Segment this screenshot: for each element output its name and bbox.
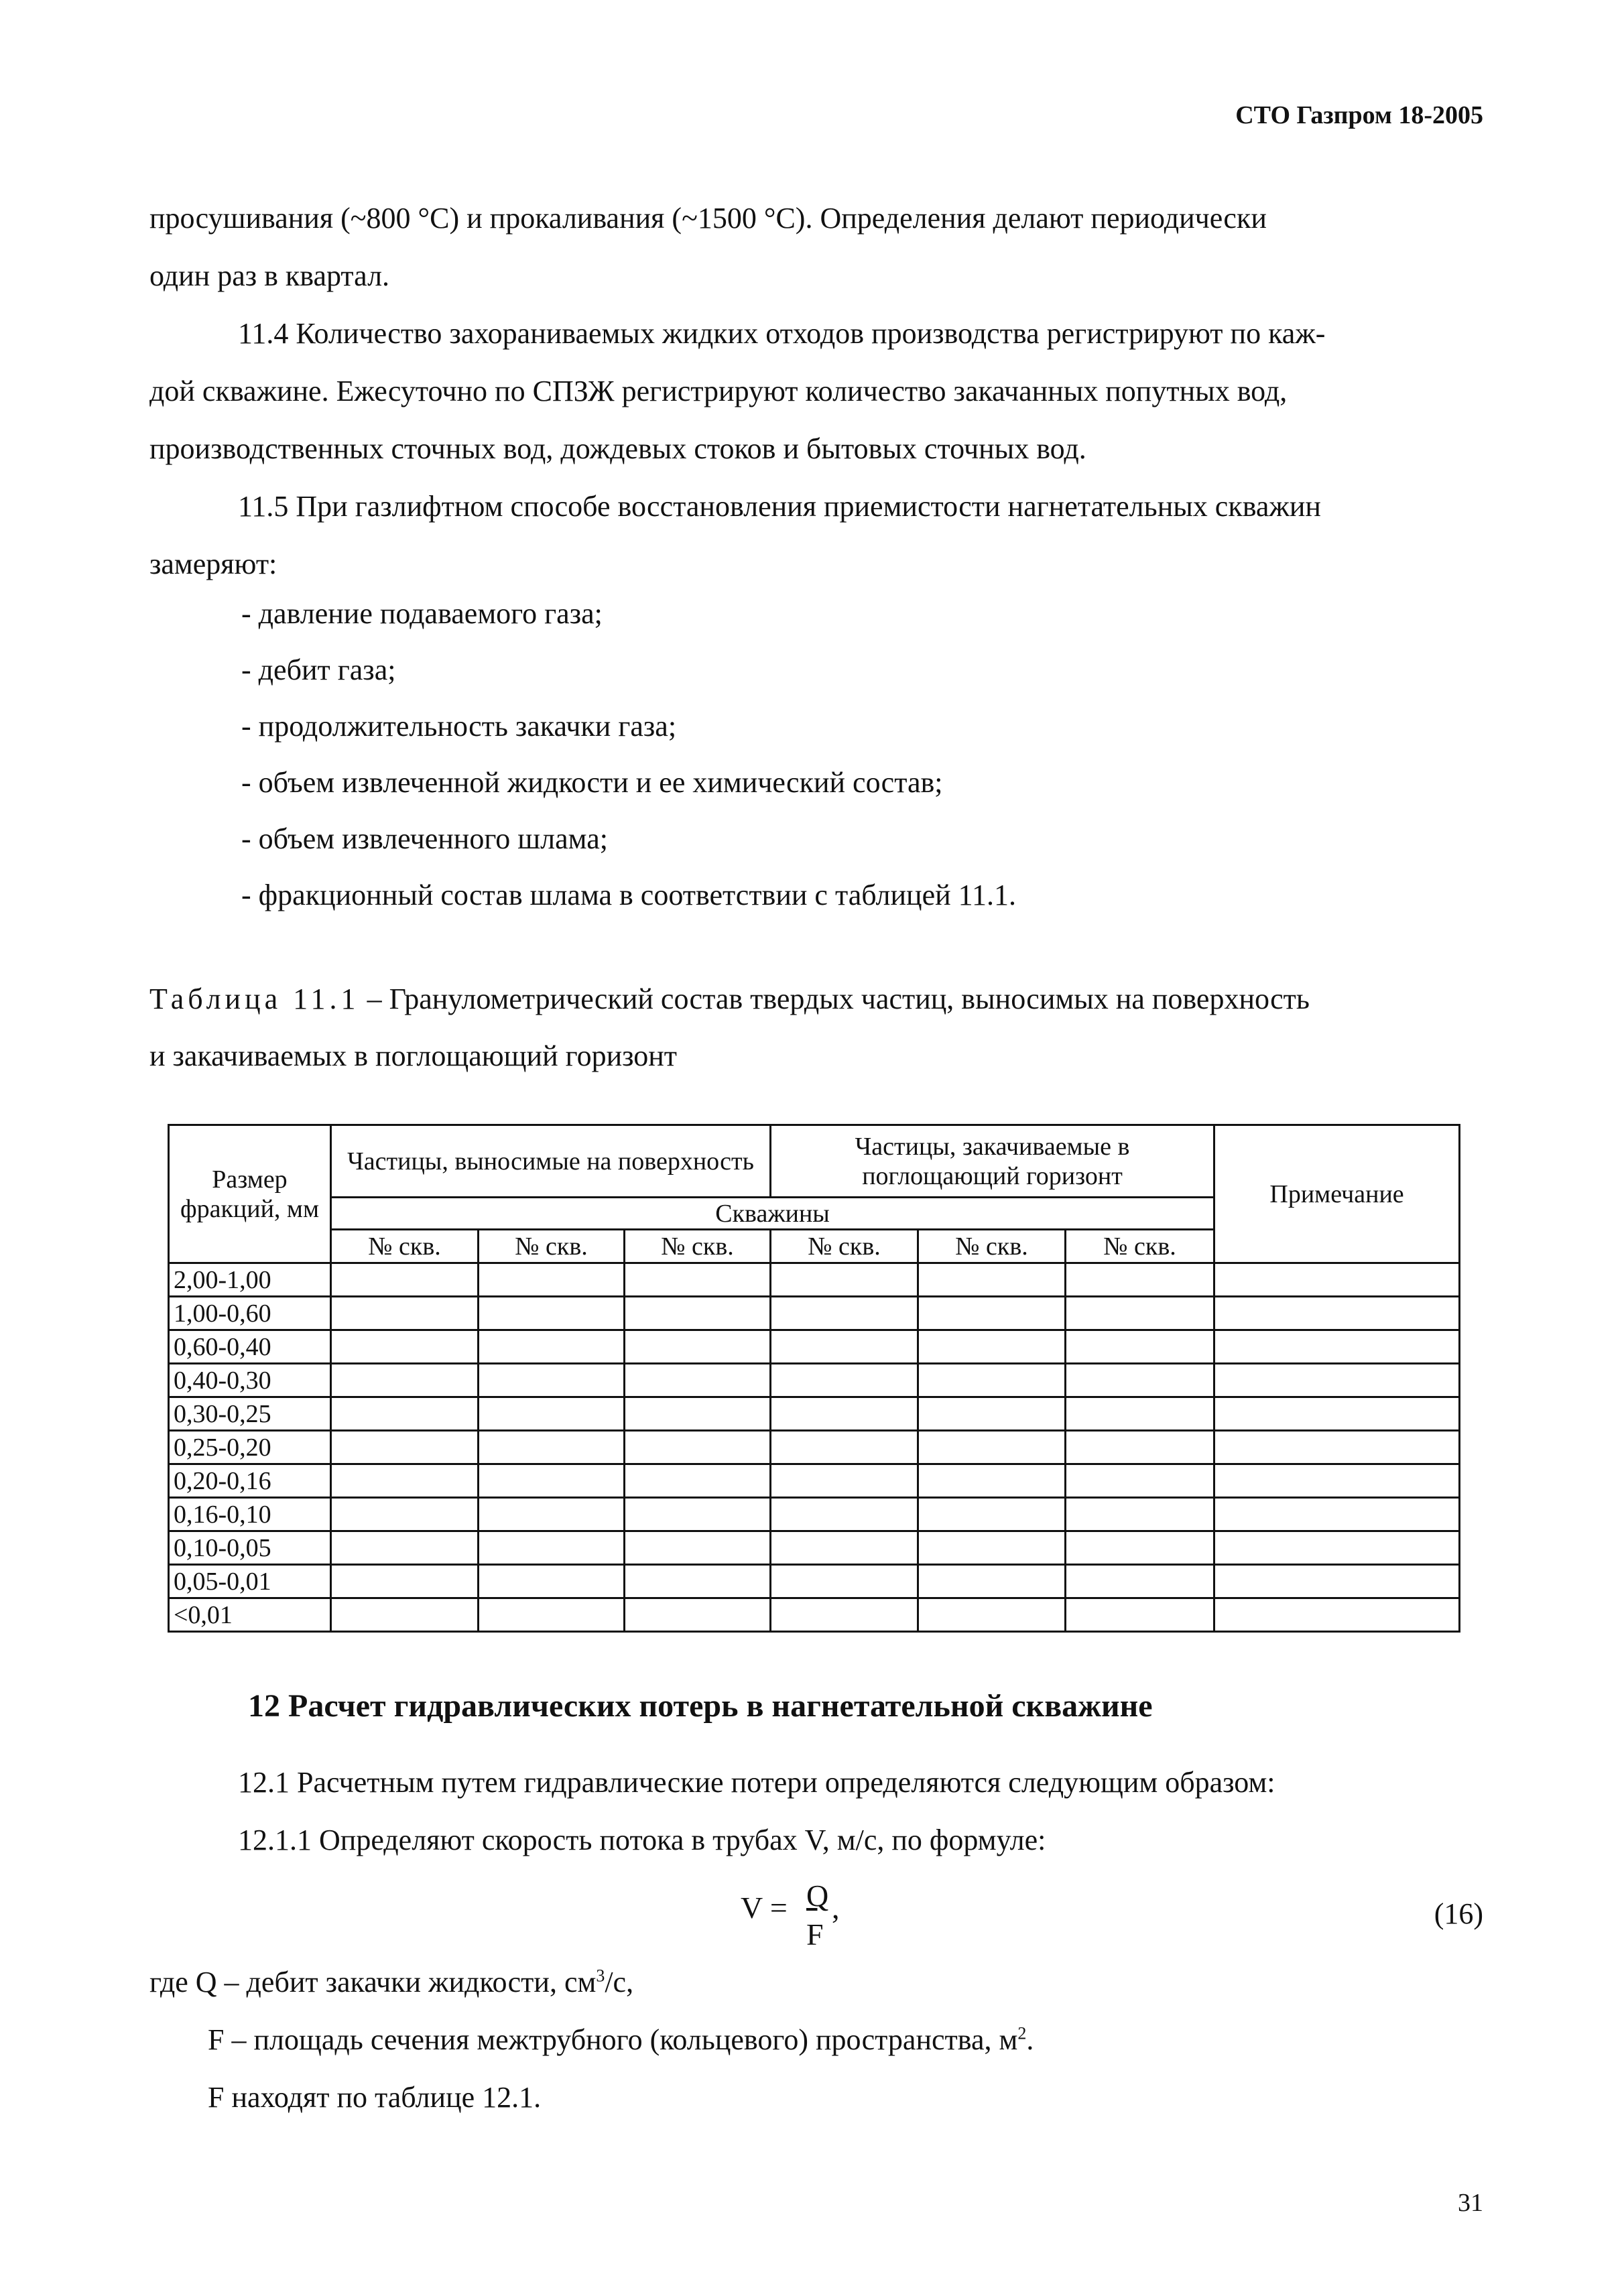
well-value-cell bbox=[479, 1263, 625, 1297]
group-header-injected: Частицы, закачиваемые в поглощающий горизонт bbox=[771, 1125, 1214, 1198]
table-caption-line: и закачиваемых в поглощающий горизонт bbox=[149, 1039, 678, 1072]
well-value-cell bbox=[331, 1330, 479, 1364]
fraction-size-cell: 0,05-0,01 bbox=[169, 1565, 331, 1598]
where-f-line bbox=[208, 2023, 1034, 2057]
well-value-cell bbox=[331, 1565, 479, 1598]
table-caption-text: – Гранулометрический состав твердых частиц, выносимых на поверхность bbox=[359, 982, 1310, 1015]
well-value-cell bbox=[625, 1364, 771, 1397]
where-f-text: F – площадь сечения межтрубного (кольцевого) пространства, м bbox=[208, 2023, 1018, 2056]
well-value-cell bbox=[331, 1364, 479, 1397]
unit-exponent: 3 bbox=[596, 1966, 605, 1986]
well-number-header: № скв. bbox=[771, 1230, 918, 1263]
well-value-cell bbox=[918, 1498, 1066, 1531]
well-value-cell bbox=[771, 1565, 918, 1598]
well-value-cell bbox=[331, 1464, 479, 1498]
well-value-cell bbox=[331, 1498, 479, 1531]
note-cell bbox=[1214, 1565, 1460, 1598]
formula-comma: , bbox=[832, 1891, 840, 1925]
well-value-cell bbox=[479, 1598, 625, 1632]
well-value-cell bbox=[771, 1397, 918, 1431]
well-value-cell bbox=[771, 1531, 918, 1565]
fraction-size-cell: 0,30-0,25 bbox=[169, 1397, 331, 1431]
list-item: - продолжительность закачки газа; bbox=[241, 710, 677, 743]
well-value-cell bbox=[771, 1330, 918, 1364]
note-cell bbox=[1214, 1397, 1460, 1431]
fraction-size-cell: 0,40-0,30 bbox=[169, 1364, 331, 1397]
well-value-cell bbox=[771, 1297, 918, 1330]
note-header: Примечание bbox=[1214, 1125, 1460, 1263]
table-row bbox=[169, 1330, 1460, 1364]
list-item: - фракционный состав шлама в соответствии с таблицей 11.1. bbox=[241, 879, 1017, 911]
formula-denominator: F bbox=[806, 1917, 824, 1952]
well-value-cell bbox=[331, 1297, 479, 1330]
well-value-cell bbox=[918, 1598, 1066, 1632]
paragraph-line: просушивания (~800 °С) и прокаливания (~1500 °С). Определения делают периодически bbox=[149, 202, 1267, 235]
well-value-cell bbox=[1066, 1297, 1214, 1330]
fraction-size-cell: 0,60-0,40 bbox=[169, 1330, 331, 1364]
well-value-cell bbox=[331, 1598, 479, 1632]
well-value-cell bbox=[625, 1330, 771, 1364]
well-value-cell bbox=[479, 1431, 625, 1464]
well-value-cell bbox=[625, 1397, 771, 1431]
well-value-cell bbox=[1066, 1565, 1214, 1598]
table-row bbox=[169, 1598, 1460, 1632]
list-item: - давление подаваемого газа; bbox=[241, 597, 603, 630]
f-table-reference: F находят по таблице 12.1. bbox=[208, 2081, 542, 2114]
well-value-cell bbox=[331, 1397, 479, 1431]
group-header-surface: Частицы, выносимые на поверхность bbox=[331, 1125, 771, 1198]
list-item: - объем извлеченной жидкости и ее химический состав; bbox=[241, 766, 943, 799]
well-number-header: № скв. bbox=[1066, 1230, 1214, 1263]
paragraph-12-1-1: 12.1.1 Определяют скорость потока в трубах V, м/с, по формуле: bbox=[238, 1824, 1046, 1856]
well-value-cell bbox=[918, 1431, 1066, 1464]
fraction-size-header: Размер фракций, мм bbox=[169, 1125, 331, 1263]
note-cell bbox=[1214, 1498, 1460, 1531]
table-body bbox=[169, 1263, 1460, 1632]
where-q-unit: /с, bbox=[605, 1966, 634, 1998]
table-row bbox=[169, 1565, 1460, 1598]
well-value-cell bbox=[479, 1297, 625, 1330]
well-value-cell bbox=[1066, 1263, 1214, 1297]
formula-16 bbox=[741, 1879, 840, 1952]
well-value-cell bbox=[479, 1364, 625, 1397]
note-cell bbox=[1214, 1531, 1460, 1565]
table-caption-label: Таблица 11.1 bbox=[149, 982, 360, 1015]
well-value-cell bbox=[771, 1598, 918, 1632]
well-value-cell bbox=[1066, 1531, 1214, 1565]
section-heading: 12 Расчет гидравлических потерь в нагнетательной скважине bbox=[248, 1688, 1153, 1724]
well-value-cell bbox=[771, 1263, 918, 1297]
where-q-line bbox=[149, 1965, 633, 1999]
note-cell bbox=[1214, 1598, 1460, 1632]
well-value-cell bbox=[771, 1364, 918, 1397]
note-cell bbox=[1214, 1464, 1460, 1498]
well-value-cell bbox=[918, 1464, 1066, 1498]
paragraph-11-4-line: 11.4 Количество захораниваемых жидких отходов производства регистрируют по каж- bbox=[238, 317, 1326, 350]
well-value-cell bbox=[331, 1263, 479, 1297]
table-caption-line bbox=[149, 982, 1310, 1016]
paragraph-11-5-line: замеряют: bbox=[149, 548, 277, 580]
table-row bbox=[169, 1431, 1460, 1464]
paragraph-11-4-line: дой скважине. Ежесуточно по СПЗЖ регистрируют количество закачанных попутных вод, bbox=[149, 375, 1288, 407]
well-value-cell bbox=[771, 1431, 918, 1464]
fraction-size-cell: 0,20-0,16 bbox=[169, 1464, 331, 1498]
formula-lhs: V = bbox=[741, 1891, 788, 1925]
well-value-cell bbox=[1066, 1498, 1214, 1531]
well-value-cell bbox=[625, 1598, 771, 1632]
well-value-cell bbox=[625, 1565, 771, 1598]
well-value-cell bbox=[918, 1397, 1066, 1431]
fraction-size-cell: 2,00-1,00 bbox=[169, 1263, 331, 1297]
formula-numerator: Q bbox=[806, 1879, 829, 1913]
fraction-size-cell: 0,25-0,20 bbox=[169, 1431, 331, 1464]
well-number-header: № скв. bbox=[918, 1230, 1066, 1263]
note-cell bbox=[1214, 1297, 1460, 1330]
wells-header: Скважины bbox=[331, 1198, 1214, 1230]
list-item: - дебит газа; bbox=[241, 653, 396, 686]
paragraph-11-5-line: 11.5 При газлифтном способе восстановления приемистости нагнетательных скважин bbox=[238, 490, 1321, 523]
unit-exponent: 2 bbox=[1017, 2023, 1027, 2043]
well-value-cell bbox=[918, 1364, 1066, 1397]
well-value-cell bbox=[918, 1531, 1066, 1565]
table-row bbox=[169, 1531, 1460, 1565]
well-value-cell bbox=[1066, 1397, 1214, 1431]
well-value-cell bbox=[479, 1531, 625, 1565]
table-row bbox=[169, 1397, 1460, 1431]
well-value-cell bbox=[918, 1565, 1066, 1598]
table-row bbox=[169, 1498, 1460, 1531]
well-value-cell bbox=[479, 1397, 625, 1431]
fraction-size-cell: 1,00-0,60 bbox=[169, 1297, 331, 1330]
well-value-cell bbox=[331, 1531, 479, 1565]
well-number-header: № скв. bbox=[625, 1230, 771, 1263]
well-value-cell bbox=[625, 1297, 771, 1330]
well-value-cell bbox=[1066, 1364, 1214, 1397]
where-q-text: где Q – дебит закачки жидкости, см bbox=[149, 1966, 597, 1998]
table-row bbox=[169, 1297, 1460, 1330]
well-value-cell bbox=[479, 1565, 625, 1598]
page-number: 31 bbox=[1458, 2189, 1483, 2217]
well-number-header: № скв. bbox=[479, 1230, 625, 1263]
paragraph-line: один раз в квартал. bbox=[149, 259, 390, 292]
where-f-end: . bbox=[1026, 2023, 1034, 2056]
well-value-cell bbox=[918, 1297, 1066, 1330]
note-cell bbox=[1214, 1364, 1460, 1397]
well-value-cell bbox=[1066, 1431, 1214, 1464]
well-value-cell bbox=[918, 1263, 1066, 1297]
well-value-cell bbox=[625, 1431, 771, 1464]
fraction-table bbox=[168, 1124, 1460, 1633]
well-value-cell bbox=[625, 1263, 771, 1297]
well-number-header: № скв. bbox=[331, 1230, 479, 1263]
well-value-cell bbox=[479, 1498, 625, 1531]
paragraph-12-1: 12.1 Расчетным путем гидравлические потери определяются следующим образом: bbox=[238, 1766, 1275, 1799]
well-value-cell bbox=[918, 1330, 1066, 1364]
fraction-size-cell: <0,01 bbox=[169, 1598, 331, 1632]
well-value-cell bbox=[771, 1498, 918, 1531]
well-value-cell bbox=[771, 1464, 918, 1498]
equation-number: (16) bbox=[1434, 1897, 1483, 1930]
well-value-cell bbox=[1066, 1330, 1214, 1364]
fraction-size-cell: 0,10-0,05 bbox=[169, 1531, 331, 1565]
note-cell bbox=[1214, 1330, 1460, 1364]
well-value-cell bbox=[1066, 1464, 1214, 1498]
well-value-cell bbox=[625, 1464, 771, 1498]
fraction-size-cell: 0,16-0,10 bbox=[169, 1498, 331, 1531]
well-value-cell bbox=[1066, 1598, 1214, 1632]
well-value-cell bbox=[625, 1531, 771, 1565]
note-cell bbox=[1214, 1263, 1460, 1297]
table-row bbox=[169, 1263, 1460, 1297]
paragraph-11-4-line: производственных сточных вод, дождевых стоков и бытовых сточных вод. bbox=[149, 432, 1086, 465]
document-code: СТО Газпром 18-2005 bbox=[1235, 101, 1483, 129]
note-cell bbox=[1214, 1431, 1460, 1464]
well-value-cell bbox=[625, 1498, 771, 1531]
table-row bbox=[169, 1464, 1460, 1498]
table-row bbox=[169, 1364, 1460, 1397]
well-value-cell bbox=[479, 1330, 625, 1364]
well-value-cell bbox=[479, 1464, 625, 1498]
list-item: - объем извлеченного шлама; bbox=[241, 822, 608, 855]
well-value-cell bbox=[331, 1431, 479, 1464]
